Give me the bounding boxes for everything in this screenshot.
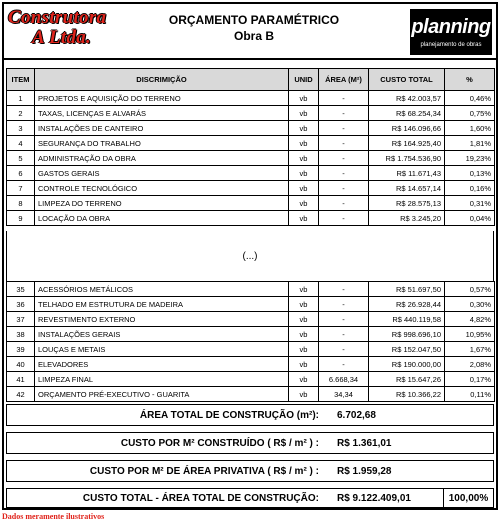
row-total-cost: R$ 15.647,26 xyxy=(369,372,445,387)
total-cost-pct: 100,00% xyxy=(443,489,493,507)
row-item-number: 7 xyxy=(7,181,35,196)
table-row xyxy=(7,342,495,357)
row-description: ELEVADORES xyxy=(35,357,289,372)
row-unit: vb xyxy=(289,282,319,297)
planning-tagline: planejamento de obras xyxy=(420,42,482,48)
row-item-number: 9 xyxy=(7,211,35,226)
row-item-number: 41 xyxy=(7,372,35,387)
row-item-number: 8 xyxy=(7,196,35,211)
summary-cost-private-row xyxy=(6,460,494,482)
row-item-number: 38 xyxy=(7,327,35,342)
table-row xyxy=(7,297,495,312)
row-area: - xyxy=(319,282,369,297)
area-total-label: ÁREA TOTAL DE CONSTRUÇÃO (m²): xyxy=(139,410,319,421)
row-unit: vb xyxy=(289,357,319,372)
row-total-cost: R$ 146.096,66 xyxy=(369,121,445,136)
row-description: ADMINISTRAÇÃO DA OBRA xyxy=(35,151,289,166)
row-description: ORÇAMENTO PRÉ-EXECUTIVO - GUARITA xyxy=(35,387,289,402)
row-percentage: 0,11% xyxy=(445,387,495,402)
row-percentage: 0,31% xyxy=(445,196,495,211)
cost-built-label: CUSTO POR M² CONSTRUÍDO ( R$ / m² ) : xyxy=(120,438,319,449)
table-header-row xyxy=(7,69,495,91)
row-area: - xyxy=(319,357,369,372)
row-description: TELHADO EM ESTRUTURA DE MADEIRA xyxy=(35,297,289,312)
row-percentage: 4,82% xyxy=(445,312,495,327)
row-total-cost: R$ 28.575,13 xyxy=(369,196,445,211)
company-name-line2: A Ltda. xyxy=(32,27,92,48)
row-total-cost: R$ 164.925,40 xyxy=(369,136,445,151)
row-total-cost: R$ 440.119,58 xyxy=(369,312,445,327)
row-total-cost: R$ 152.047,50 xyxy=(369,342,445,357)
row-unit: vb xyxy=(289,181,319,196)
row-area: - xyxy=(319,91,369,106)
row-area: 34,34 xyxy=(319,387,369,402)
row-area: - xyxy=(319,196,369,211)
row-percentage: 0,04% xyxy=(445,211,495,226)
row-area: - xyxy=(319,166,369,181)
table-row xyxy=(7,196,495,211)
row-area: - xyxy=(319,181,369,196)
row-item-number: 42 xyxy=(7,387,35,402)
row-description: LOUÇAS E METAIS xyxy=(35,342,289,357)
page-title: ORÇAMENTO PARAMÉTRICO xyxy=(168,13,340,27)
row-description: ACESSÓRIOS METÁLICOS xyxy=(35,282,289,297)
row-description: CONTROLE TECNOLÓGICO xyxy=(35,181,289,196)
area-total-value: 6.702,68 xyxy=(337,410,376,421)
table-row xyxy=(7,181,495,196)
row-total-cost: R$ 3.245,20 xyxy=(369,211,445,226)
table-row xyxy=(7,151,495,166)
row-area: - xyxy=(319,106,369,121)
total-cost-label: CUSTO TOTAL - ÁREA TOTAL DE CONSTRUÇÃO: xyxy=(82,493,319,504)
row-item-number: 40 xyxy=(7,357,35,372)
row-item-number: 2 xyxy=(7,106,35,121)
cost-built-value: R$ 1.361,01 xyxy=(337,438,392,449)
planning-brand: planning xyxy=(411,16,491,38)
row-total-cost: R$ 26.928,44 xyxy=(369,297,445,312)
row-total-cost: R$ 1.754.536,90 xyxy=(369,151,445,166)
col-header-item: ITEM xyxy=(7,69,35,91)
row-item-number: 39 xyxy=(7,342,35,357)
table-row xyxy=(7,312,495,327)
row-unit: vb xyxy=(289,342,319,357)
header xyxy=(4,4,496,60)
summary-area-row xyxy=(6,404,494,426)
row-percentage: 0,16% xyxy=(445,181,495,196)
row-area: - xyxy=(319,211,369,226)
row-area: - xyxy=(319,151,369,166)
row-description: REVESTIMENTO EXTERNO xyxy=(35,312,289,327)
page-subtitle: Obra B xyxy=(233,29,274,43)
row-unit: vb xyxy=(289,372,319,387)
row-item-number: 1 xyxy=(7,91,35,106)
row-total-cost: R$ 190.000,00 xyxy=(369,357,445,372)
row-item-number: 5 xyxy=(7,151,35,166)
budget-sheet xyxy=(2,2,498,510)
row-item-number: 6 xyxy=(7,166,35,181)
construtora-logo xyxy=(8,8,128,54)
table-row xyxy=(7,357,495,372)
row-percentage: 0,57% xyxy=(445,282,495,297)
row-total-cost: R$ 42.003,57 xyxy=(369,91,445,106)
rows-omitted xyxy=(6,231,494,281)
budget-table-top xyxy=(6,68,495,226)
total-cost-value: R$ 9.122.409,01 xyxy=(337,493,411,504)
row-description: GASTOS GERAIS xyxy=(35,166,289,181)
table-row xyxy=(7,211,495,226)
col-header-desc: DISCRIMIÇÃO xyxy=(35,69,289,91)
row-total-cost: R$ 51.697,50 xyxy=(369,282,445,297)
row-percentage: 1,81% xyxy=(445,136,495,151)
row-area: - xyxy=(319,136,369,151)
row-percentage: 0,17% xyxy=(445,372,495,387)
row-unit: vb xyxy=(289,196,319,211)
row-area: - xyxy=(319,312,369,327)
row-unit: vb xyxy=(289,387,319,402)
col-header-custo: CUSTO TOTAL xyxy=(369,69,445,91)
row-percentage: 1,60% xyxy=(445,121,495,136)
row-percentage: 0,13% xyxy=(445,166,495,181)
row-area: - xyxy=(319,121,369,136)
row-description: LIMPEZA DO TERRENO xyxy=(35,196,289,211)
table-row xyxy=(7,121,495,136)
table-row xyxy=(7,166,495,181)
row-description: LIMPEZA FINAL xyxy=(35,372,289,387)
row-item-number: 35 xyxy=(7,282,35,297)
ellipsis-text: (...) xyxy=(242,251,258,262)
table-row xyxy=(7,387,495,402)
row-unit: vb xyxy=(289,151,319,166)
row-area: - xyxy=(319,342,369,357)
row-percentage: 1,67% xyxy=(445,342,495,357)
cost-private-label: CUSTO POR M² DE ÁREA PRIVATIVA ( R$ / m² ) : xyxy=(89,466,319,477)
row-unit: vb xyxy=(289,121,319,136)
row-percentage: 19,23% xyxy=(445,151,495,166)
row-percentage: 2,08% xyxy=(445,357,495,372)
row-description: INSTALAÇÕES DE CANTEIRO xyxy=(35,121,289,136)
row-unit: vb xyxy=(289,91,319,106)
row-unit: vb xyxy=(289,327,319,342)
row-total-cost: R$ 68.254,34 xyxy=(369,106,445,121)
summary-cost-built-row xyxy=(6,432,494,454)
table-row xyxy=(7,327,495,342)
row-description: PROJETOS E AQUISIÇÃO DO TERRENO xyxy=(35,91,289,106)
row-area: 6.668,34 xyxy=(319,372,369,387)
row-percentage: 0,75% xyxy=(445,106,495,121)
col-header-area: ÁREA (M²) xyxy=(319,69,369,91)
row-total-cost: R$ 11.671,43 xyxy=(369,166,445,181)
row-unit: vb xyxy=(289,297,319,312)
row-description: INSTALAÇÕES GERAIS xyxy=(35,327,289,342)
table-row xyxy=(7,106,495,121)
footnote: Dados meramente ilustrativos xyxy=(2,512,105,521)
row-description: TAXAS, LICENÇAS E ALVARÁS xyxy=(35,106,289,121)
row-unit: vb xyxy=(289,312,319,327)
row-area: - xyxy=(319,327,369,342)
planning-logo xyxy=(410,9,492,55)
row-unit: vb xyxy=(289,106,319,121)
summary-total-row xyxy=(6,488,494,508)
row-item-number: 3 xyxy=(7,121,35,136)
row-item-number: 4 xyxy=(7,136,35,151)
row-unit: vb xyxy=(289,211,319,226)
row-percentage: 0,46% xyxy=(445,91,495,106)
row-description: LOCAÇÃO DA OBRA xyxy=(35,211,289,226)
row-percentage: 0,30% xyxy=(445,297,495,312)
table-row xyxy=(7,136,495,151)
row-percentage: 10,95% xyxy=(445,327,495,342)
col-header-pct: % xyxy=(445,69,495,91)
row-total-cost: R$ 998.696,10 xyxy=(369,327,445,342)
row-item-number: 37 xyxy=(7,312,35,327)
row-item-number: 36 xyxy=(7,297,35,312)
table-row xyxy=(7,372,495,387)
row-total-cost: R$ 10.366,22 xyxy=(369,387,445,402)
row-unit: vb xyxy=(289,166,319,181)
row-description: SEGURANÇA DO TRABALHO xyxy=(35,136,289,151)
cost-private-value: R$ 1.959,28 xyxy=(337,466,392,477)
company-name-line1: Construtora xyxy=(8,7,107,28)
table-row xyxy=(7,282,495,297)
row-unit: vb xyxy=(289,136,319,151)
title-block xyxy=(134,12,374,44)
table-row xyxy=(7,91,495,106)
budget-table-bottom xyxy=(6,281,495,402)
col-header-unid: UNID xyxy=(289,69,319,91)
row-total-cost: R$ 14.657,14 xyxy=(369,181,445,196)
row-area: - xyxy=(319,297,369,312)
